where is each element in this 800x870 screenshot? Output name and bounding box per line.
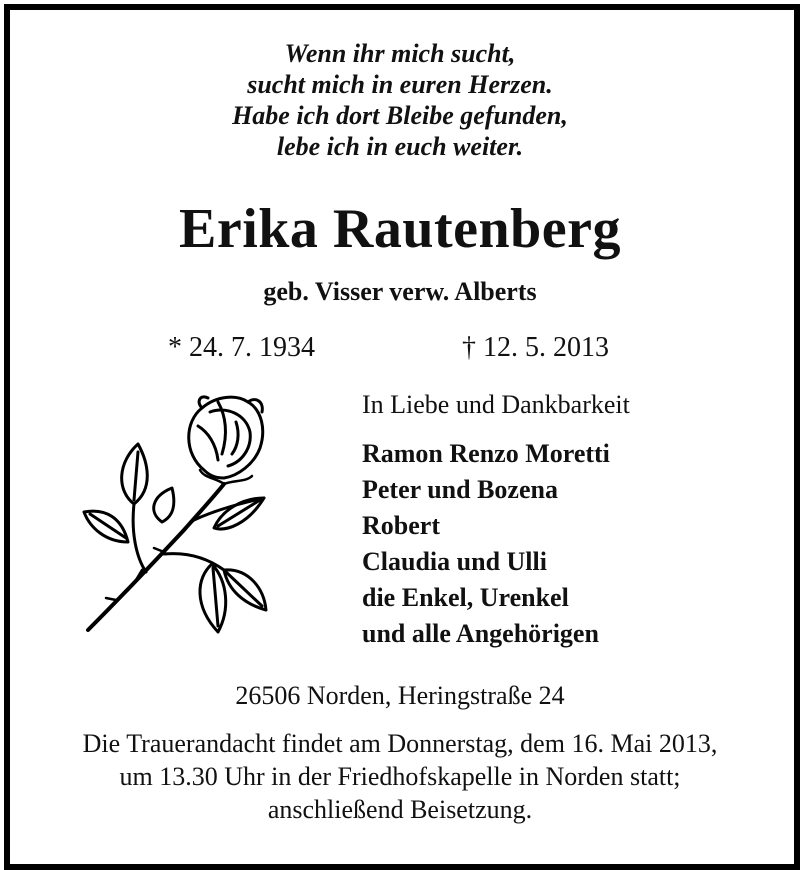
maiden-names: geb. Visser verw. Alberts [263, 277, 537, 306]
mourner-name: die Enkel, Urenkel [362, 583, 569, 612]
mourner-name: Peter und Bozena [362, 475, 558, 504]
mourners-intro: In Liebe und Dankbarkeit [362, 390, 630, 419]
service-line: Die Trauerandacht findet am Donnerstag, dem 16. Mai 2013, [82, 729, 718, 758]
birth-date: * 24. 7. 1934 [168, 332, 315, 363]
verse-line: lebe ich in euch weiter. [276, 132, 524, 161]
service-line: um 13.30 Uhr in der Friedhofskapelle in Norden statt; [119, 762, 681, 791]
mourners-list [362, 436, 610, 652]
service-line: anschließend Beisetzung. [267, 795, 533, 824]
death-date: † 12. 5. 2013 [462, 332, 609, 363]
service-notice [0, 727, 800, 826]
deceased-name: Erika Rautenberg [179, 198, 621, 260]
mourner-name: Claudia und Ulli [362, 547, 547, 576]
verse-line: sucht mich in euren Herzen. [247, 70, 553, 99]
mourner-name: und alle Angehörigen [362, 619, 599, 648]
family-address: 26506 Norden, Heringstraße 24 [235, 681, 565, 710]
rose-icon [76, 392, 276, 642]
verse-line: Habe ich dort Bleibe gefunden, [232, 101, 568, 130]
mourner-name: Robert [362, 511, 440, 540]
memorial-verse [0, 38, 800, 162]
verse-line: Wenn ihr mich sucht, [284, 39, 516, 68]
mourner-name: Ramon Renzo Moretti [362, 439, 610, 468]
